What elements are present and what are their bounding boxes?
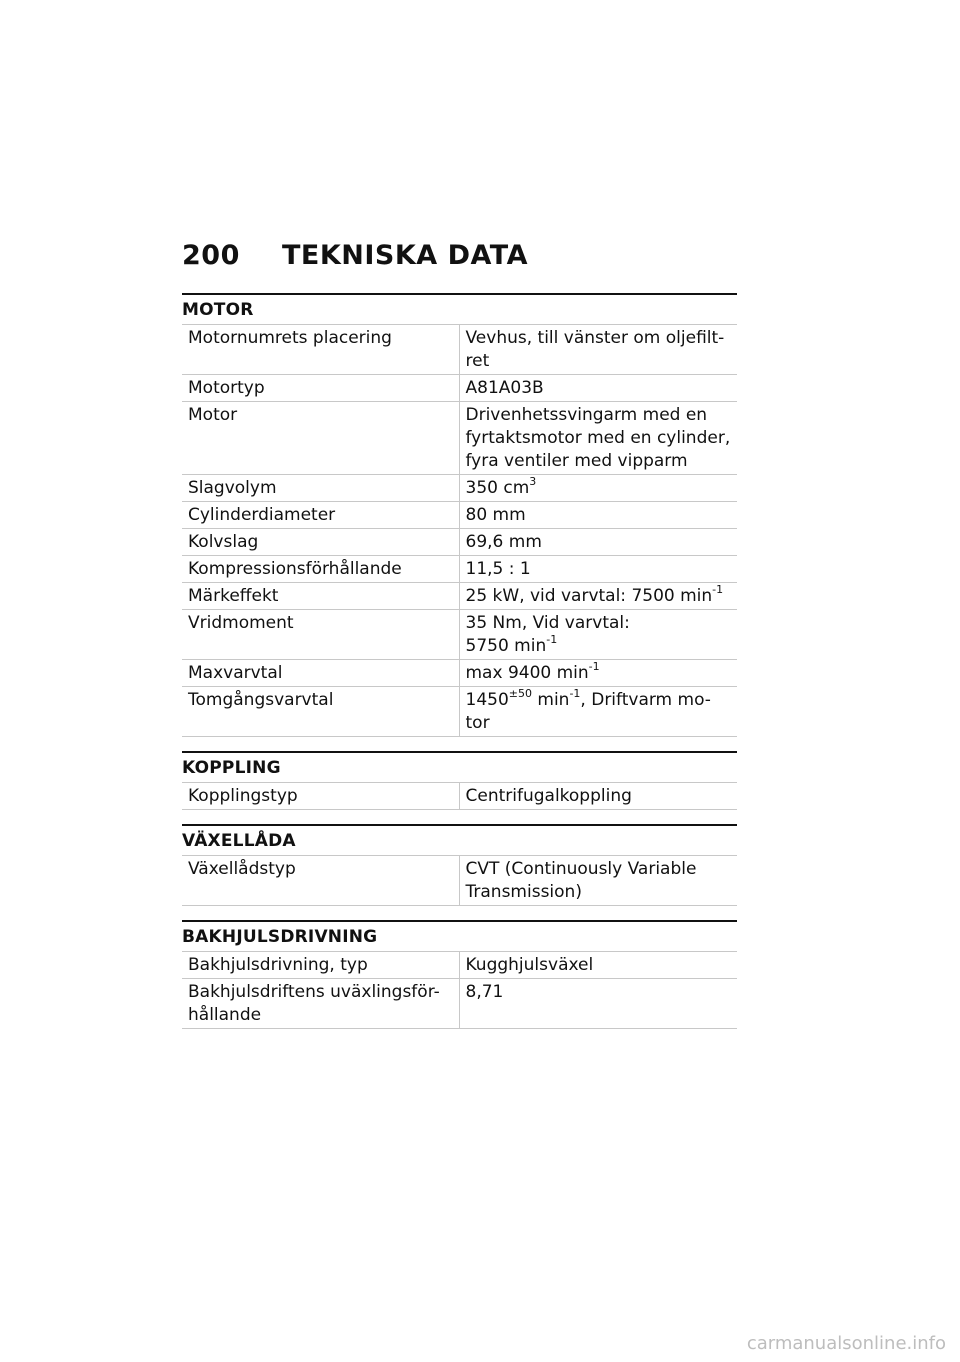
table-row (182, 856, 737, 906)
table-row (182, 529, 737, 556)
table-row (182, 475, 737, 502)
table-row (182, 556, 737, 583)
spec-value-text: 35 Nm, Vid varvtal: (465, 613, 630, 633)
table-row (182, 660, 737, 687)
watermark-link[interactable]: carmanualsonline.info (746, 1333, 946, 1354)
spec-value-text: 25 kW, vid varvtal: 7500 min (465, 586, 713, 606)
spec-value (459, 687, 737, 737)
table-row (182, 610, 737, 660)
page-title: TEKNISKA DATA (282, 240, 529, 271)
section-motor (182, 293, 737, 737)
spec-table-vaxellada (182, 855, 737, 906)
spec-value-text: 1450 (465, 690, 509, 710)
spec-value (459, 475, 737, 502)
spec-label: Tomgångsvarvtal (182, 687, 459, 737)
table-row (182, 979, 737, 1029)
spec-label: Bakhjulsdriftens uväxlingsför-hållande (182, 979, 459, 1029)
spec-label: Växellådstyp (182, 856, 459, 906)
spec-value-text: max 9400 min (465, 663, 589, 683)
spec-table-motor (182, 324, 737, 737)
superscript: ±50 (508, 687, 532, 701)
spec-value (459, 610, 737, 660)
section-bakhjulsdrivning (182, 920, 737, 1029)
spec-value-text: 350 cm (465, 478, 530, 498)
spec-value: Kugghjulsväxel (459, 952, 737, 979)
superscript: -1 (588, 660, 600, 674)
spec-label: Slagvolym (182, 475, 459, 502)
spec-value-text: 5750 min (465, 636, 547, 656)
superscript: -1 (546, 633, 558, 647)
section-koppling (182, 751, 737, 810)
spec-label: Kompressionsförhållande (182, 556, 459, 583)
spec-label: Vridmoment (182, 610, 459, 660)
spec-value: Drivenhetssvingarm med en fyrtaktsmotor med en cylinder, fyra ventiler med vipparm (459, 402, 737, 475)
table-row (182, 783, 737, 810)
section-title-vaxellada: VÄXELLÅDA (182, 831, 296, 851)
spec-value: CVT (Continuously Variable Transmission) (459, 856, 737, 906)
spec-label: Kopplingstyp (182, 783, 459, 810)
spec-value (459, 583, 737, 610)
spec-label: Motornumrets placering (182, 325, 459, 375)
spec-label: Cylinderdiameter (182, 502, 459, 529)
section-title-koppling: KOPPLING (182, 758, 281, 778)
table-row (182, 402, 737, 475)
spec-value: 11,5 : 1 (459, 556, 737, 583)
table-row (182, 952, 737, 979)
section-vaxellada (182, 824, 737, 906)
superscript: 3 (529, 475, 537, 489)
spec-value: A81A03B (459, 375, 737, 402)
spec-value: Vevhus, till vänster om oljefilt-ret (459, 325, 737, 375)
page-header (182, 240, 528, 271)
table-row (182, 583, 737, 610)
page-number: 200 (182, 240, 240, 271)
spec-value-text: , Driftvarm mo-tor (465, 690, 711, 733)
table-row (182, 325, 737, 375)
spec-label: Motor (182, 402, 459, 475)
spec-table-koppling (182, 782, 737, 810)
spec-value: 69,6 mm (459, 529, 737, 556)
spec-label: Märkeffekt (182, 583, 459, 610)
spec-table-bakhjulsdrivning (182, 951, 737, 1029)
spec-label: Maxvarvtal (182, 660, 459, 687)
table-row (182, 375, 737, 402)
spec-content (182, 293, 737, 1029)
superscript: -1 (569, 687, 581, 701)
table-row (182, 687, 737, 737)
section-title-motor: MOTOR (182, 300, 254, 320)
spec-value: Centrifugalkoppling (459, 783, 737, 810)
spec-value: 8,71 (459, 979, 737, 1029)
table-row (182, 502, 737, 529)
superscript: -1 (712, 583, 724, 597)
section-title-bakhjulsdrivning: BAKHJULSDRIVNING (182, 927, 378, 947)
spec-label: Motortyp (182, 375, 459, 402)
spec-label: Kolvslag (182, 529, 459, 556)
spec-label: Bakhjulsdrivning, typ (182, 952, 459, 979)
spec-value (459, 660, 737, 687)
spec-value-text: min (531, 690, 570, 710)
spec-value: 80 mm (459, 502, 737, 529)
